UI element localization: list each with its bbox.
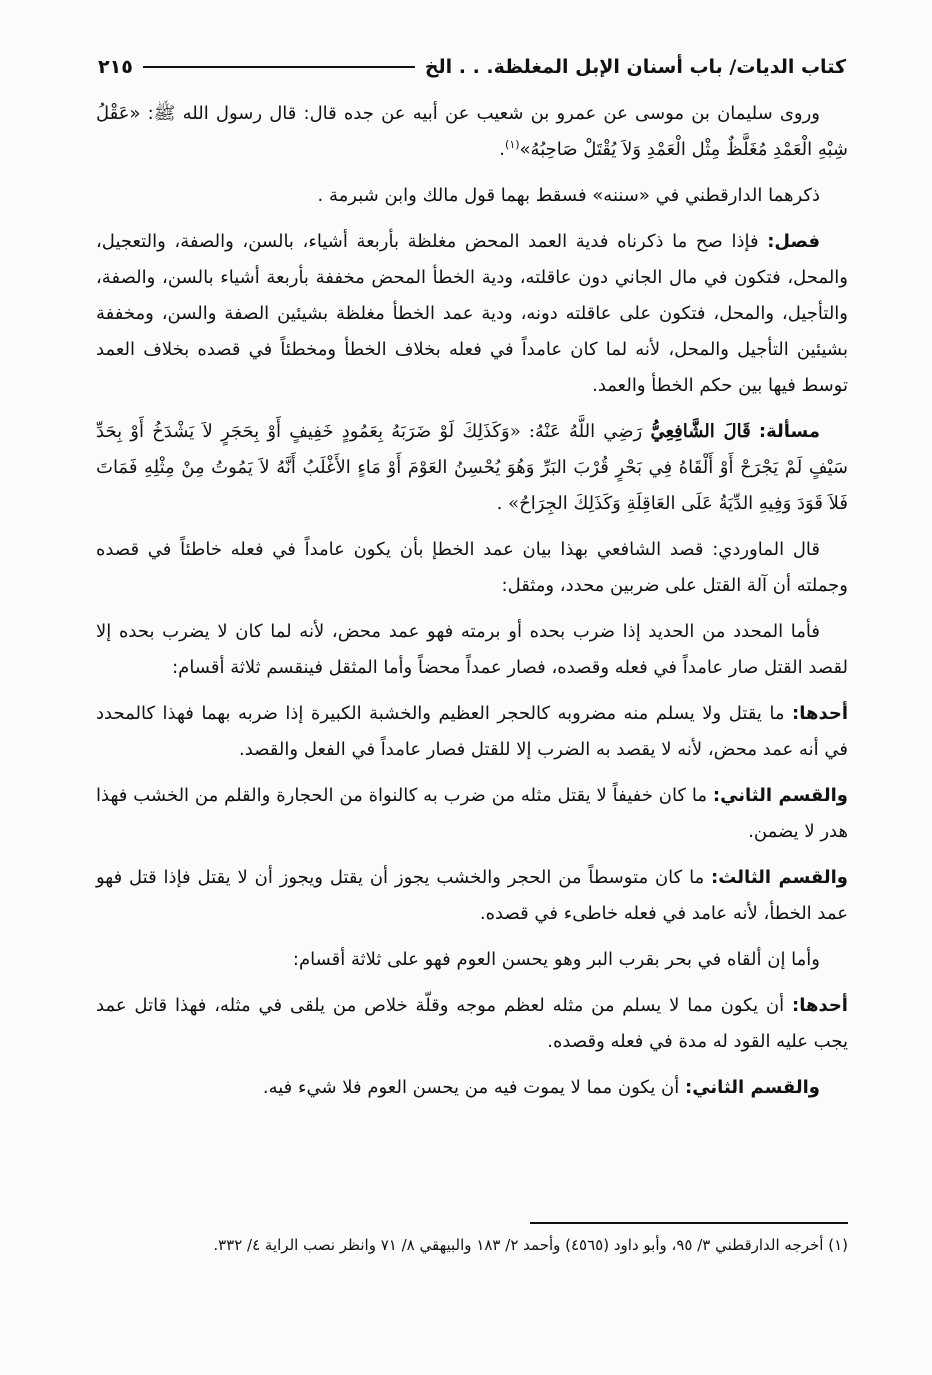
fasl-heading: فصل: <box>767 231 820 252</box>
hadith-text: وروى سليمان بن موسى عن عمرو بن شعيب عن أبيه عن جده قال: قال رسول الله ﷺ: «عَقْلُ شِبْهِ الْعَمْدِ مُغَلَّظٌ مِثْل الْعَمْدِ وَلاَ يُقْتَلْ صَاحِبُهُ» <box>96 103 848 160</box>
paragraph-muhaddad: فأما المحدد من الحديد إذا ضرب بحده أو برمته فهو عمد محض، لأنه لما كان لا يضرب بحده إلا لقصد القتل صار عامداً في فعله وقصده، فصار عمداً محضاً وأما المثقل فينقسم ثلاثة أقسام: <box>96 621 848 678</box>
page-number: ٢١٥ <box>98 56 133 78</box>
masala-heading: مسألة: <box>758 421 820 442</box>
division-text: ما كان خفيفاً لا يقتل مثله من ضرب به كالنواة من الحجارة والقلم من الخشب فهذا هدر لا يضمن. <box>96 785 848 842</box>
division-label: والقسم الثالث: <box>711 867 848 888</box>
division-label: أحدها: <box>792 995 848 1016</box>
paragraph-masala <box>96 414 848 522</box>
division-text: أن يكون مما لا يسلم من مثله لعظم موجه وقلّة خلاص من يلقى في مثله، فهذا قاتل عمد يجب عليه القود له مدة في فعله وقصده. <box>96 995 848 1052</box>
division-text: ما كان متوسطاً من الحجر والخشب يجوز أن يقتل ويجوز أن لا يقتل فإذا قتل فهو عمد الخطأ، لأنه عامد في فعله خاطىء في قصده. <box>96 867 848 924</box>
paragraph-third-division <box>96 860 848 932</box>
division-text: ما يقتل ولا يسلم منه مضروبه كالحجر العظيم والخشبة الكبيرة إذا ضربه بهما فهذا كالمحدد في أنه عمد محض، لأنه لا يقصد به الضرب إلا للقتل فصار عامداً في الفعل والقصد. <box>96 703 848 760</box>
paragraph-mawardi: قال الماوردي: قصد الشافعي بهذا بيان عمد الخطإ بأن يكون عامداً في فعله خاطئاً في قصده وجملته أن آلة القتل على ضربين محدد، ومثقل: <box>96 539 848 596</box>
footnote-ref: (١) <box>505 138 520 151</box>
paragraph-sea: وأما إن ألقاه في بحر بقرب البر وهو يحسن العوم فهو على ثلاثة أقسام: <box>292 949 820 970</box>
header-rule <box>143 66 415 68</box>
main-text <box>96 96 848 1116</box>
footnote-text: (١) أخرجه الدارقطني ٣/ ٩٥، وأبو داود (٤٥٦٥) وأحمد ٢/ ١٨٣ والبيهقي ٨/ ٧١ وانظر نصب الراية ٤/ ٣٣٢. <box>213 1236 848 1254</box>
paragraph-sea-second <box>96 1070 848 1106</box>
division-label: والقسم الثاني: <box>712 785 848 806</box>
header-title: كتاب الديات/ باب أسنان الإبل المغلظة. . . الخ <box>424 56 846 78</box>
paragraph-fasl <box>96 224 848 404</box>
footnote-section <box>96 1222 848 1261</box>
fasl-text: فإذا صح ما ذكرناه فدية العمد المحض مغلظة بأربعة أشياء، بالسن، والصفة، والتعجيل، والمحل، فتكون في مال الجاني دون عاقلته، ودية الخطأ المحض مخففة بأربعة أشياء بالسن، والصفة، والتأجيل، والمحل، فتكون على عاقلته دونه، ودية عمد الخطأ مغلظة بشيئين الصفة والسن، ومخففة بشيئين التأجيل والمحل، لأنه لما كان عامداً في فعله بخلاف الخطأ ومخطئاً في قصده بخلاف العمد توسط فيها بين حكم الخطأ والعمد. <box>96 231 848 396</box>
paragraph-hadith: وروى سليمان بن موسى عن عمرو بن شعيب عن أبيه عن جده قال: قال رسول الله ﷺ: «عَقْلُ شِبْهِ الْعَمْدِ مُغَلَّظٌ مِثْل الْعَمْدِ وَلاَ يُقْتَلْ صَاحِبُهُ»$^{(١)}$. <box>96 103 848 160</box>
paragraph-source: ذكرهما الدارقطني في «سننه» فسقط بهما قول مالك وابن شبرمة . <box>317 185 820 206</box>
running-header <box>98 50 846 84</box>
paragraph-first-division <box>96 696 848 768</box>
footnote-rule <box>530 1222 848 1224</box>
shafii-speaker: قَالَ الشَّافِعِيُّ <box>650 421 751 442</box>
paragraph-sea-first <box>96 988 848 1060</box>
division-label: والقسم الثاني: <box>685 1077 820 1098</box>
masala-text: رَضِي اللَّهُ عَنْهُ: «وَكَذَلِكَ لَوْ ضَرَبَهُ بِعَمُودٍ خَفِيفٍ أَوْ بِحَجَرٍ لاَ يَشْدَخُ أَوْ بِحَدِّ سَيْفٍ لَمْ يَجْرَحْ أَوْ أَلْقَاهُ فِي بَحْرٍ قُرْبَ البَرِّ وَهُوَ يُحْسِنُ العَوْمَ أَوْ مَاءٍ الأَغْلَبُ أَنَّهُ لاَ يَمُوتُ مِنْ مِثْلِهِ فَمَاتَ فَلاَ قَوَدَ وَفِيهِ الدِّيَةُ عَلَى العَاقِلَةِ وَكَذَلِكَ الجِرَاحُ» . <box>96 421 848 514</box>
division-text: أن يكون مما لا يموت فيه من يحسن العوم فلا شيء فيه. <box>262 1077 680 1098</box>
paragraph-second-division <box>96 778 848 850</box>
division-label: أحدها: <box>792 703 848 724</box>
